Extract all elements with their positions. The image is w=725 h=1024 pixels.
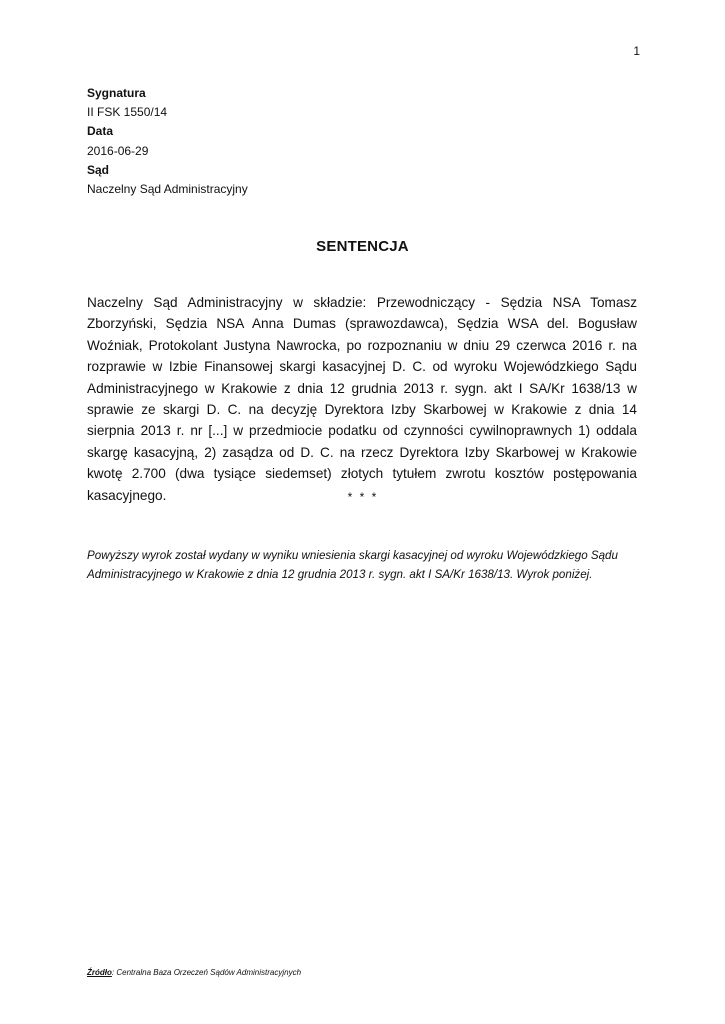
source-value: : Centralna Baza Orzeczeń Sądów Administracyjnych: [111, 968, 302, 977]
page-number: 1: [633, 44, 640, 58]
judgment-sentence-paragraph: Naczelny Sąd Administracyjny w składzie: Przewodniczący - Sędzia NSA Tomasz Zborzyński, Sędzia NSA Anna Dumas (sprawozdawca), Sędzia WSA del. Bogusław Woźniak, Protokolant Justyna Nawrocka, po rozpoznaniu w dniu 29 czerwca 2016 r. na rozprawie w Izbie Finansowej skargi kasacyjnej D. C. od wyroku Wojewódzkiego Sądu Administracyjnego w Krakowie z dnia 12 grudnia 2013 r. sygn. akt I SA/Kr 1638/13 w sprawie ze skargi D. C. na decyzję Dyrektora Izby Skarbowej w Krakowie z dnia 14 sierpnia 2013 r. nr [...] w przedmiocie podatku od czynności cywilnoprawnych 1) oddala skargę kasacyjną, 2) zasądza od D. C. na rzecz Dyrektora Izby Skarbowej w Krakowie kwotę 2.700 (dwa tysiące siedemset) złotych tytułem zwrotu kosztów postępowania kasacyjnego.: [87, 295, 637, 503]
judgment-note: Powyższy wyrok został wydany w wyniku wniesienia skargi kasacyjnej od wyroku Wojewódzkiego Sądu Administracyjnego w Krakowie z dnia 12 grudnia 2013 r. sygn. akt I SA/Kr 1638/13. Wyrok poniżej.: [87, 549, 618, 581]
source-footer: [87, 968, 301, 977]
date-value: 2016-06-29: [87, 143, 149, 158]
court-label: Sąd: [87, 162, 110, 177]
source-label: Źródło: [87, 968, 112, 977]
section-heading: SENTENCJA: [316, 238, 409, 255]
signature-value: II FSK 1550/14: [87, 105, 168, 120]
signature-label: Sygnatura: [87, 86, 146, 100]
date-label: Data: [87, 124, 114, 139]
document-metadata: [87, 84, 248, 199]
court-value: Naczelny Sąd Administracyjny: [87, 182, 248, 197]
section-separator: * * *: [347, 490, 378, 504]
